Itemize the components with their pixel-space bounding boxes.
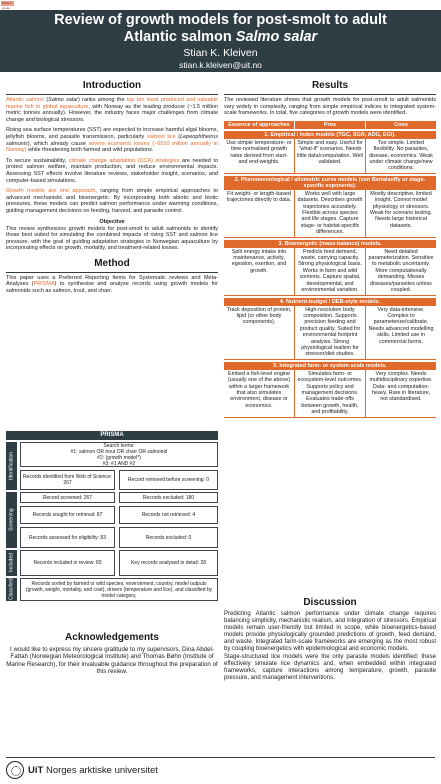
pros-cell: Simple and easy. Useful for "what-if" scenarios. Needs little data/computation. Well validated. <box>295 139 366 173</box>
results-table <box>224 121 436 418</box>
pros-cell: Predicts feed demand, waste, carrying capacity. Strong physiological basis. Works in farm and wild contexts. Capture spatial, developmental, and environmental variation. <box>295 248 366 295</box>
uni-bold: UiT <box>28 764 44 776</box>
results-title: Results <box>311 80 349 91</box>
intro-paragraph-4 <box>6 188 218 214</box>
pros-cell: High-resolution body composition. Supports precision feeding and product quality. Suited for environmental footprint analysis. Strong physiological realism for stressor/diet studies. <box>295 306 366 359</box>
table-row <box>224 306 436 360</box>
divider <box>6 94 218 95</box>
key-records-box: Key records analysed in detail: 28 <box>119 550 218 576</box>
stage-classified: Classified <box>6 578 17 601</box>
author-email[interactable]: stian.k.kleiven@uit.no <box>179 60 262 70</box>
intro-paragraph-3 <box>6 158 218 184</box>
objective-title: Objective <box>99 218 125 225</box>
screened-box: Record screened: 267 <box>20 492 115 503</box>
intro-paragraph-2 <box>6 127 218 153</box>
divider <box>6 272 218 273</box>
excluded-0-box: Records excluded: 0 <box>119 527 218 548</box>
essence-cell: Use simple temperature- or time-normalised growth rates derived from start- and end-weights. <box>224 139 295 173</box>
right-column <box>224 74 436 418</box>
divider <box>224 94 436 95</box>
acknowledgements-title: Acknowledgements <box>65 632 159 643</box>
category-5-title: 5. Integrated farm- or system-scale models. <box>224 362 436 370</box>
hl: severe economic losses (~6510 million annually in Norway) <box>6 140 218 154</box>
poster-title <box>0 10 441 46</box>
category-4-title: 4. Nutrient-budget / DEB-style models. <box>224 298 436 306</box>
identified-box: Records identified from Web of Science: 267 <box>20 470 115 490</box>
removed-box: Record removed before screening: 0 <box>119 470 218 490</box>
corner-tag: Printed poster <box>1 1 14 6</box>
author-name: Stian K. Kleiven <box>183 47 258 59</box>
text: ) ranks among the <box>77 97 127 103</box>
search-terms-box: Search terms: #1: salmon OR trout OR charr OR salmonid #2: (growth model*) #3: #1 AND #2 <box>20 442 218 467</box>
included-box: Records included in review: 83 <box>20 550 115 576</box>
sought-box: Records sought for retrieval: 87 <box>20 506 115 524</box>
cons-cell: Mostly descriptive, limited insight. Connot model physiology or stressors. Weak for scenario testing. Needs large historical datasets. <box>369 190 433 229</box>
hl: top ten most produced and valuable marine fish in global aquaculture <box>6 97 218 110</box>
table-row <box>224 248 436 296</box>
hl: PRISMA <box>33 281 55 288</box>
footer <box>6 760 158 780</box>
method-title: Method <box>94 257 130 269</box>
essence-cell: Split energy intake into maintenance, activity, egestion, exertion, and growth. <box>224 248 295 295</box>
text: Lepeophtheirus salmonis <box>6 133 218 147</box>
discussion-paragraph-1: Predicting Atlantic salmon performance under climate change requires balancing simplicity, mechanistic realism, and integration of stressors. Empirical models remain user-friendly but limited in scope, while bioenergetics-based models provide physiologically grounded predictions of growth, feed demand, and waste. Integrated farm-scale frameworks are emerging as the most robust by coupling bioenergetics with epidemiological and economic models. <box>224 611 436 653</box>
essence-cell: Track deposition of protein, lipid (or other body components). <box>224 306 295 359</box>
footer-divider <box>6 757 435 758</box>
table-row <box>224 370 436 418</box>
table-row <box>224 139 436 174</box>
hl: climate change adaptation (CCA) strategies <box>68 157 180 164</box>
introduction-title: Introduction <box>82 80 142 91</box>
category-2-title: 2. Phenomenological / allometric curve models (von Bertalanffy or stage-specific exponents). <box>224 176 436 190</box>
discussion-text <box>224 611 436 682</box>
text: ( <box>44 97 49 103</box>
hl: Atlantic salmon <box>6 97 45 103</box>
essence-cell: Fit weight- or length-based trajectories directly to data. <box>224 190 295 237</box>
intro-paragraph-1 <box>6 97 218 123</box>
acknowledgements-text: I would like to express my sincere gratitude to my supervisors, Dina Abdel-Fattah (Norwegian Meteorological Institute) and Thomas Bøhn (Institute of Marine Research), for their invaluable guidance throughout the preparation of this review. <box>6 646 218 676</box>
discussion-title: Discussion <box>303 597 357 608</box>
text: ( <box>175 133 181 140</box>
header-essence: Essence of approaches <box>224 121 295 129</box>
poster-header <box>0 10 441 72</box>
text: To secure sustainability, <box>6 157 69 164</box>
discussion-paragraph-2: Stage-structured lice models were the only parasite models identified; these effectively simulate lice dynamics and, when embedded within integrated frameworks, capture interactions among temperature, growth, parasite pressure, and management interventions. <box>224 653 436 681</box>
prisma-title: PRISMA <box>6 431 218 440</box>
hl: Growth models are one approach <box>6 188 96 195</box>
category-3-title: 3. Bioenergetic (mass-balance) models. <box>224 240 436 248</box>
header-pros: Pros <box>295 121 366 129</box>
title-line-2a: Atlantic salmon <box>123 29 236 45</box>
cons-cell: Very data-intensive. Complex to parameterize/calibrate. Needs advanced modelling skills. Limited use in commercial farms. <box>368 306 434 345</box>
hl: salmon lice <box>146 133 176 140</box>
prisma-diagram <box>6 431 218 601</box>
assessed-box: Records assessed for eligibility: 83 <box>20 527 115 548</box>
pros-cell: Works well with large datasets. Describes growth trajectories accurately. Flexible across species and life stages. Capture stage- or habitat-specific differences. <box>295 190 366 237</box>
category-1-title: 1. Empirical / index models (TGC, SGR, ADG, EGI). <box>224 131 436 139</box>
text: are needed to protect salmon welfare, maintain production, and reduce environmental impacts. Assessing SST effects involve literature reviews, stakeholder insight, scenarios, and computer-based simulations. <box>6 157 219 184</box>
left-column <box>6 74 218 299</box>
cons-cell: Very complex. Needs multidisciplinary expertise. Data- and computation-heavy. Rare in literature, not standardised. <box>369 370 433 403</box>
text: ) to synthesise and analyse records using growth models for salmonids such as salmon, trout, and charr. <box>6 281 218 295</box>
objective-text: This review synthesizes growth models for post-smolt to adult salmonids to identify those best suited for simulating the combined impacts of rising SST and salmon lice pressure, with the goal of guiding adaptation strategies in Norwegian aquaculture by incorporating effects on growth, mortality, and treatment-related losses. <box>6 225 218 252</box>
stage-included: Included <box>6 550 17 576</box>
cons-cell: Need detailed parameterization. Sensitive to metabolic uncertainty. More computationally demanding. Misses diseases/parasites unless coupled. <box>368 248 434 294</box>
pros-cell: Simulates farm- or ecosystem-level outcomes. Supports policy and management decisions. Evaluates trade-offs between growth, health, and profitability. <box>295 370 366 417</box>
university-name <box>28 765 158 776</box>
text: Salmo salar <box>48 97 78 103</box>
stage-screening: Screening <box>6 492 17 548</box>
essence-cell: Embed a fish-level engine (usually one of the above) within a larger framework that also simulates environment, disease or economics. <box>224 370 295 417</box>
top-bar <box>0 0 441 10</box>
cons-cell: Too simple. Limited flexibility. No parasites, disease, economics. Weak under climate change/new conditions. <box>368 139 434 172</box>
not-retrieved-box: Records not retrieved: 4 <box>119 506 218 524</box>
table-row <box>224 190 436 238</box>
text: , ranging from simple empirical approaches to advanced mechanistic and bioenergetic. By incorporating both abiotic and biotic pressures, these models can predict salmon performance under warming conditions, guiding management decisions on feeding, harvest, and parasite control. <box>6 188 218 214</box>
table-header <box>224 121 436 129</box>
classified-box: Records sorted by farmed or wild species, environment, country, model outputs (growth, weight, mortality, and cost), drivers (temperature and lice), and classified by model category. <box>20 578 218 601</box>
stage-identification: Identification <box>6 442 17 490</box>
text: Rising sea surface temperatures (SST) are expected to increase harmful algal blooms, jellyfish blooms, and parasite transmission, particularly <box>6 127 218 140</box>
text: ), which already cause <box>27 140 89 147</box>
header-cons: Cons <box>394 121 408 128</box>
uni-rest: Norges arktiske universitet <box>43 764 158 776</box>
excluded-180-box: Records excluded: 180 <box>119 492 218 503</box>
method-text <box>6 275 218 295</box>
text: This paper uses a Preferred Reporting Items for Systematic reviews and Meta-Analyses ( <box>6 274 218 288</box>
results-intro: The reviewed literature shows that growth models for post-smolt to adult salmonids vary widely in complexity, ranging from simple empirical indices to integrated system-scale frameworks. In total, five categories of growth models were identified. <box>224 97 436 117</box>
university-seal-icon <box>6 761 24 779</box>
text: while threatening both farmed and wild populations. <box>26 147 154 154</box>
title-line-1: Review of growth models for post-smolt to adult <box>54 12 387 28</box>
title-line-2b: Salmo salar <box>235 29 318 45</box>
text: , with Norway as the leading producer (~1.5 million metric tonnes annually). However, the industry faces major challenges from climate change and biological stressors. <box>6 103 218 123</box>
